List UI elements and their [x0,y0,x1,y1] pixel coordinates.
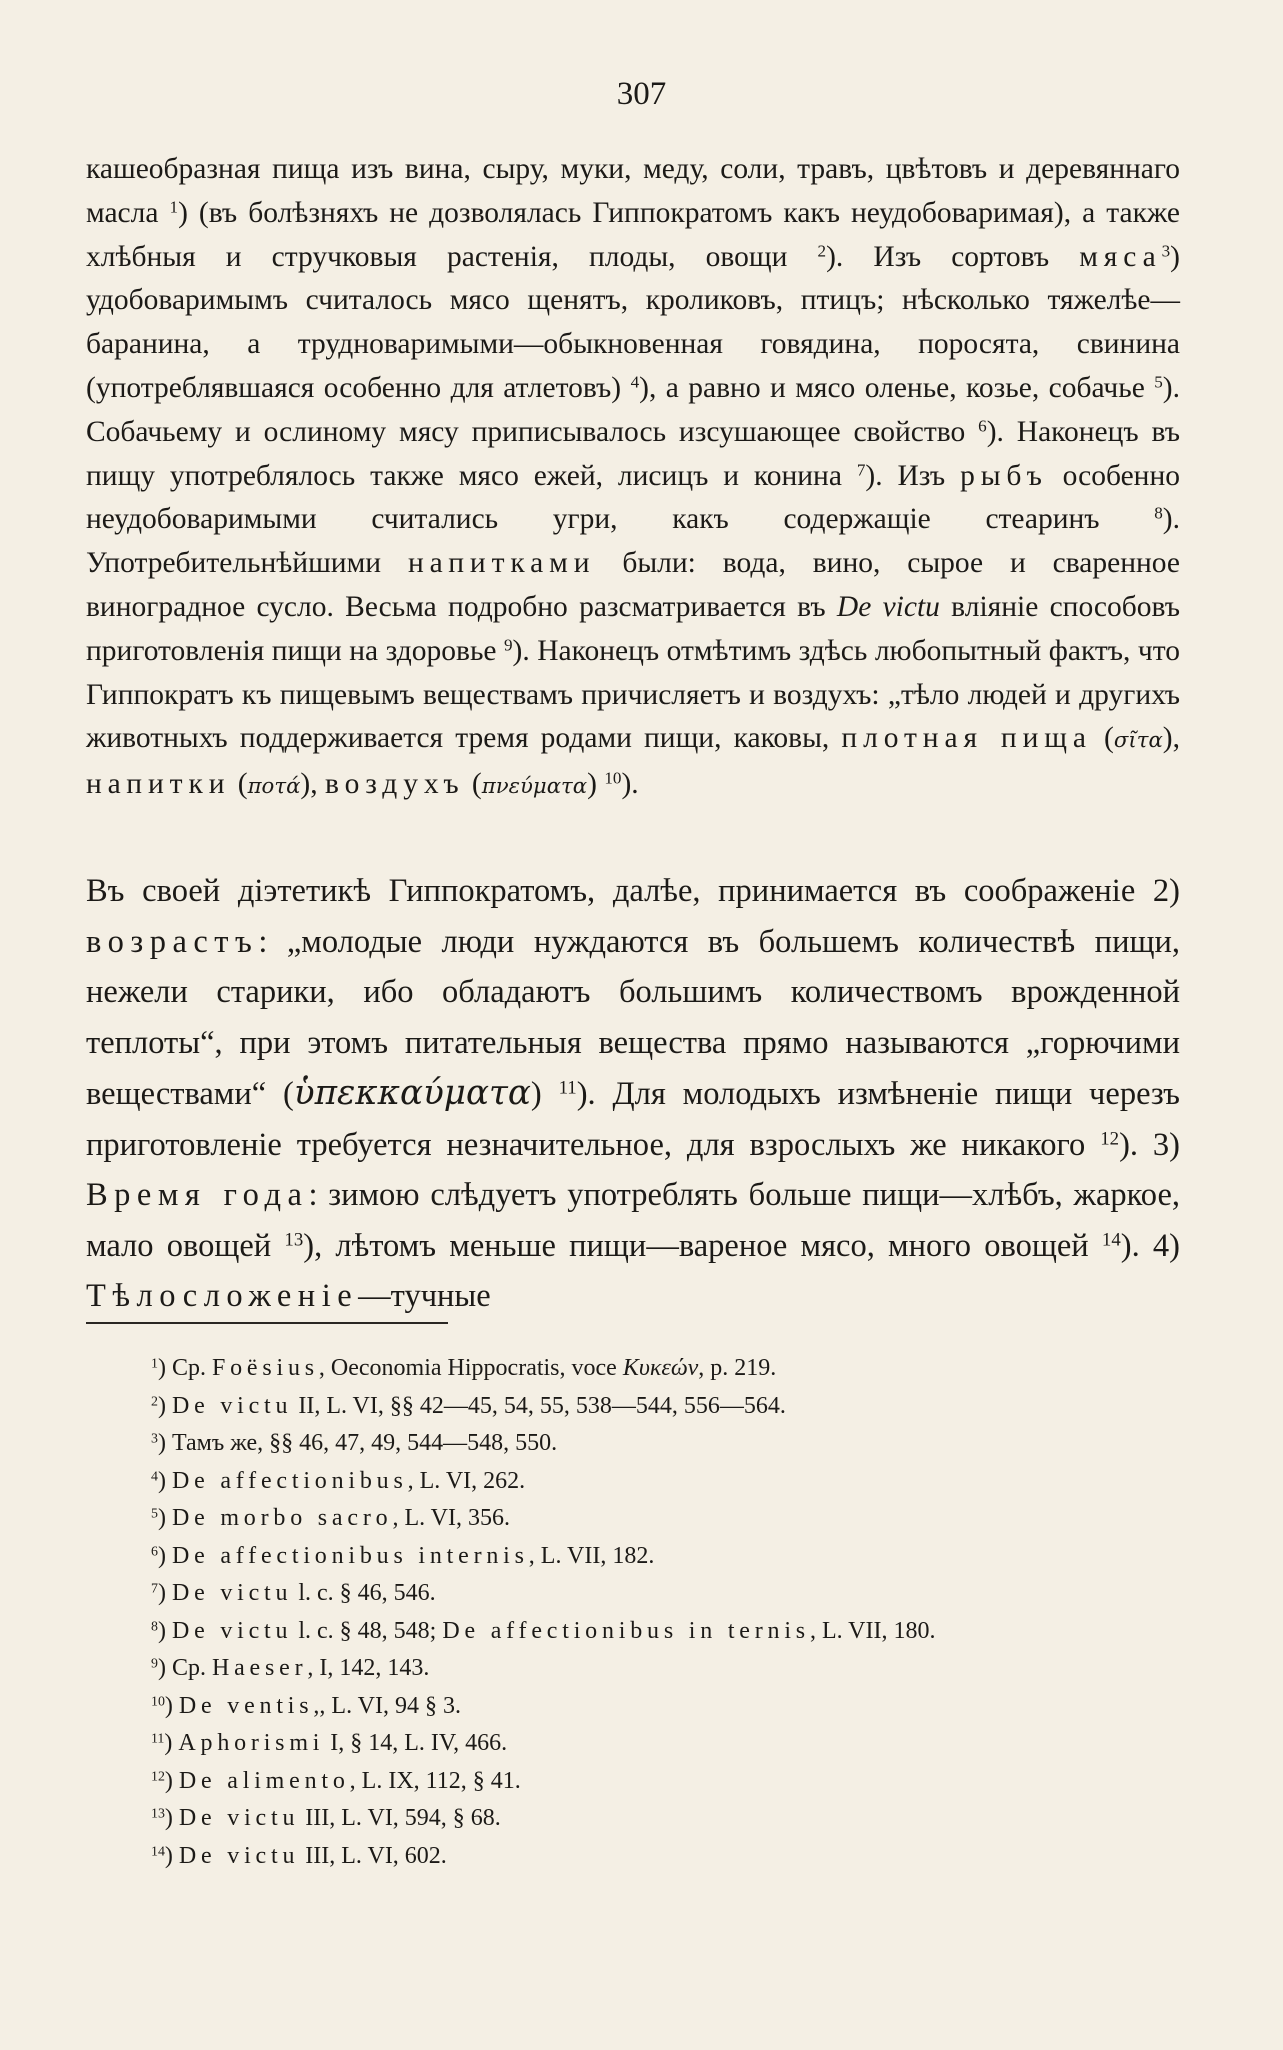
greek-term: πνεύματα [481,774,588,800]
spaced-term: мяса [1079,240,1162,273]
footnote-ref: 4 [630,372,640,392]
greek-term: ποτά [247,774,301,800]
spaced-term: рыбъ [960,459,1048,492]
footnotes [151,1350,1171,1875]
body-paragraph-1: кашеобразная пища изъ вина, сыру, муки, меду, соли, травъ, цвѣтовъ и деревяннаго масла $^1$) (въ болѣзняхъ не дозволялась Гиппократомъ какъ неудобоваримая), а также хлѣбныя и стручковыя растенія, плоды, овощи $^2$). Изъ сортовъ мяса$^3$) удобоваримымъ считалось мясо щенятъ, кроликовъ, птицъ; нѣсколько тяжелѣе—баранина, а трудноваримыми—обыкновенная говядина, поросята, свинина (употреблявшаяся особенно для атлетовъ) $^4$), а равно и мясо оленье, козье, собачье $^5$). Собачьему и ослиному мясу приписывалось изсушающее свойство $^6$). Наконецъ въ пищу употреблялось также мясо ежей, лисицъ и конина $^7$). Изъ рыбъ особенно неудобоваримыми считались угри, какъ содержащіе стеаринъ $^8$). Употребительнѣйшими напитками были: вода, вино, сырое и сваренное виноградное сусло. Весьма подробно разсматривается въ De victu вліяніе способовъ приготовленія пищи на здоровье $^9$). Наконецъ отмѣтимъ здѣсь любопытный фактъ, что Гиппократъ къ пищевымъ веществамъ причисляетъ и воздухъ: „тѣло людей и другихъ животныхъ поддерживается тремя родами пищи, каковы, плотная пища (σῖτα), напитки (ποτά), воздухъ (πνεύματα) $^{10}$). [86,153,1181,801]
spaced-term: Тѣлосложеніе [86,1278,359,1314]
spaced-term: воздухъ [325,768,465,801]
footnote: $^1$) Ср. Foësius, Oeconomia Hippocratis, voce Κυκεών, p. 219. [151,1355,777,1381]
footnote-ref: 3 [1161,241,1171,261]
greek-term: ὑπεκκαύματα [293,1073,531,1113]
footnote-ref: 12 [1100,1128,1120,1150]
footnote: $^{12}$) De alimento, L. IX, 112, § 41. [151,1767,521,1794]
footnote-ref: 6 [978,416,987,436]
footnote-ref: 8 [1154,503,1163,523]
footnote-ref: 9 [503,635,513,655]
footnote: $^9$) Ср. Haeser, I, 142, 143. [151,1655,430,1681]
greek-term: σῖτα [1113,728,1163,754]
footnote-ref: 11 [558,1077,577,1099]
footnote-ref: 2 [817,241,827,261]
spaced-term: возрастъ [86,923,259,960]
spaced-term: плотная пища [841,722,1092,755]
footnote-divider [86,1322,448,1324]
spaced-term: Время года [86,1177,309,1213]
footnote: $^5$) De morbo sacro, L. VI, 356. [151,1505,510,1531]
footnote: $^2$) De victu II, L. VI, §§ 42—45, 54, 55, 538—544, 556—564. [151,1392,786,1419]
spaced-term: напитками [407,547,596,580]
work-title: De victu [836,590,940,623]
footnote: $^4$) De affectionibus, L. VI, 262. [151,1467,526,1494]
footnote-ref: 14 [1101,1229,1121,1251]
footnote: $^3$) Тамъ же, §§ 46, 47, 49, 544—548, 550. [151,1430,558,1456]
footnote-ref: 7 [856,460,866,480]
footnote: $^8$) De victu l. c. § 48, 548; De affectionibus in ternis, L. VII, 180. [151,1617,936,1644]
footnote: $^{10}$) De ventis,, L. VI, 94 § 3. [151,1692,461,1719]
footnote: $^{13}$) De victu III, L. VI, 594, § 68. [151,1805,501,1831]
footnote: $^6$) De affectionibus internis, L. VII, 182. [151,1542,655,1569]
spaced-term: напитки [86,768,231,801]
footnote-ref: 5 [1154,372,1163,392]
footnote-ref: 10 [604,768,622,788]
footnote: $^{11}$) Aphorismi I, § 14, L. IV, 466. [151,1730,508,1756]
body-paragraph-2: Въ своей діэтетикѣ Гиппократомъ, далѣе, принимается въ соображеніе 2) возрастъ: „молодые люди нуждаются въ большемъ количествѣ пищи, нежели старики, ибо обладаютъ большимъ количествомъ врожденной теплоты“, при этомъ питательныя вещества прямо называются „горючими веществами“ (ὑπεκκαύματα) $^{11}$). Для молодыхъ измѣненіе пищи черезъ приготовленіе требуется незначительное, для взрослыхъ же никакого $^{12}$). 3) Время года: зимою слѣдуетъ употреблять больше пищи—хлѣбъ, жаркое, мало овощей $^{13}$), лѣтомъ меньше пищи—вареное мясо, много овощей $^{14}$). 4) Тѣлосложеніе—тучные [86,873,1181,1314]
footnote-ref: 13 [284,1229,304,1251]
footnote: $^7$) De victu l. c. § 46, 546. [151,1580,436,1606]
page-number: 307 [616,76,667,112]
footnote-ref: 1 [169,197,179,217]
footnote: $^{14}$) De victu III, L. VI, 602. [151,1842,447,1869]
